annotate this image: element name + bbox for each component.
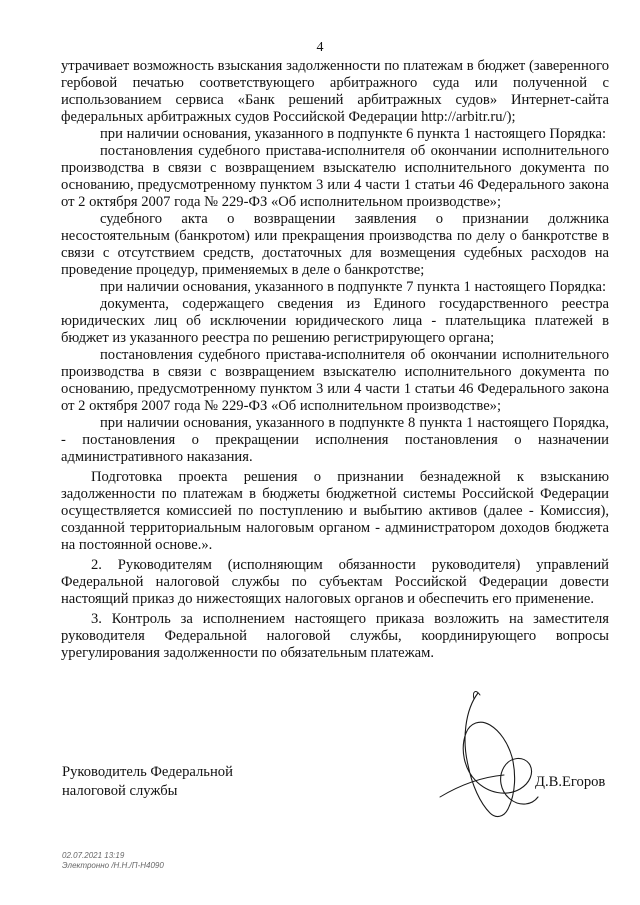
footer-timestamp: 02.07.2021 13:19: [62, 851, 125, 860]
signer-title-line: Руководитель Федеральной: [62, 764, 233, 780]
paragraph: 2. Руководителям (исполняющим обязанности руководителя) управлений Федеральной налоговой службы по субъектам Российской Федерации довести настоящий приказ до нижестоящих налоговых органов и обеспечить его применение.: [61, 557, 609, 607]
paragraph: при наличии основания, указанного в подпункте 6 пункта 1 настоящего Порядка:: [100, 126, 607, 142]
paragraph: постановления судебного пристава-исполнителя об окончании исполнительного производства в связи с возвращением взыскателю исполнительного документа по основанию, предусмотренному пунктом 3 или 4 части 1 статьи 46 Федерального закона от 2 октября 2007 года № 229-ФЗ «Об исполнительном производстве»;: [61, 143, 609, 210]
paragraph: судебного акта о возвращении заявления о признании должника несостоятельным (банкротом) или прекращения производства по делу о банкротстве в связи с отсутствием средств, достаточных для возмещения судебных расходов на проведение процедур, применяемых в деле о банкротстве;: [61, 211, 609, 278]
document-footer: [62, 851, 164, 871]
paragraph: при наличии основания, указанного в подпункте 7 пункта 1 настоящего Порядка:: [100, 279, 607, 295]
footer-reference: Электронно /Н.Н./П-Н4090: [62, 861, 164, 870]
paragraph: утрачивает возможность взыскания задолженности по платежам в бюджет (заверенного гербовой печатью соответствующего арбитражного суда или полученной с использованием сервиса «Банк решений арбитражных судов» Интернет-сайта федеральных арбитражных судов Российской Федерации http://arbitr.ru/);: [61, 58, 609, 125]
page-number: 4: [316, 40, 324, 55]
paragraph: Подготовка проекта решения о признании безнадежной к взысканию задолженности по платежам в бюджеты бюджетной системы Российской Федерации осуществляется комиссией по поступлению и выбытию активов (далее - Комиссия), созданной территориальным налоговым органом - администратором доходов бюджета на постоянной основе.».: [61, 469, 609, 553]
signer-name: Д.В.Егоров: [535, 774, 606, 790]
paragraph: при наличии основания, указанного в подпункте 8 пункта 1 настоящего Порядка, - постановления о прекращении исполнения постановления о назначении административного наказания.: [61, 415, 609, 465]
paragraph: постановления судебного пристава-исполнителя об окончании исполнительного производства в связи с возвращением взыскателю исполнительного документа по основанию, предусмотренному пунктом 3 или 4 части 1 статьи 46 Федерального закона от 2 октября 2007 года № 229-ФЗ «Об исполнительном производстве»;: [61, 347, 609, 414]
signer-title: [62, 763, 233, 801]
signer-title-line: налоговой службы: [62, 783, 178, 799]
document-body: [61, 58, 609, 662]
paragraph: 3. Контроль за исполнением настоящего приказа возложить на заместителя руководителя Федеральной налоговой службы, координирующего вопросы урегулирования задолженности по обязательным платежам.: [61, 611, 609, 661]
paragraph: документа, содержащего сведения из Единого государственного реестра юридических лиц об исключении юридического лица - плательщика платежей в бюджет из указанного реестра по решению регистрирующего органа;: [61, 296, 609, 346]
handwritten-signature: [420, 685, 550, 825]
